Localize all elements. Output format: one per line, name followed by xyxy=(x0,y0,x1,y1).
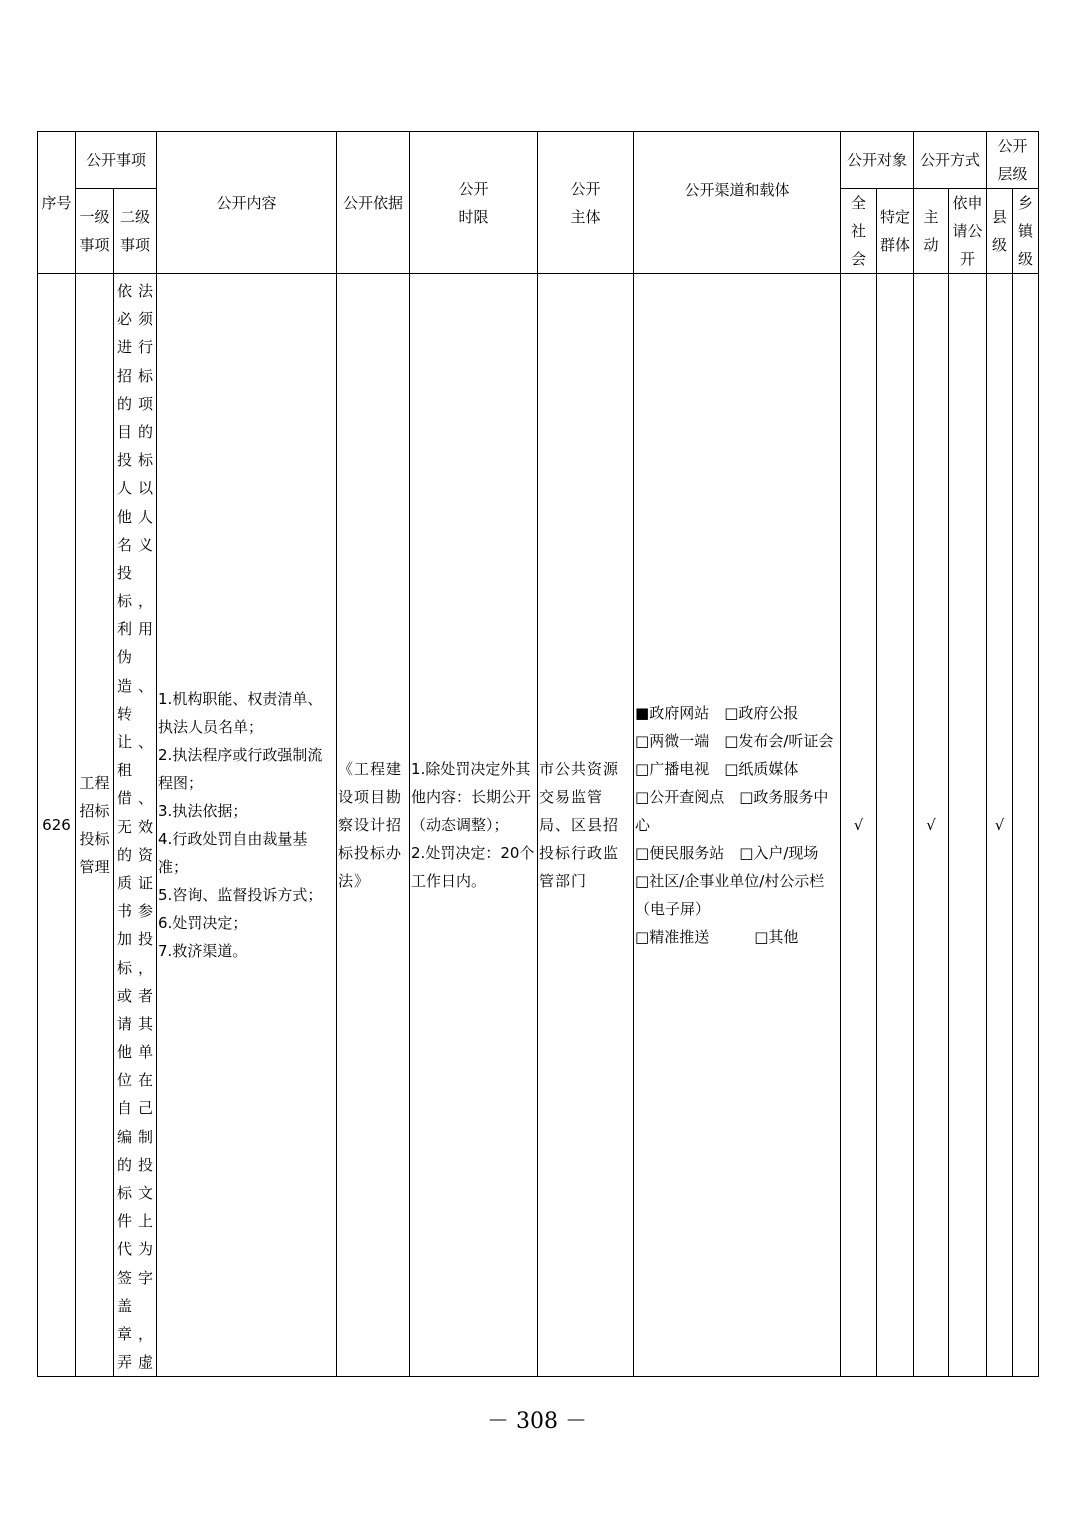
header-subject: 公开主体 xyxy=(538,132,634,274)
level2-char xyxy=(135,756,156,784)
level2-char: 弄 xyxy=(116,1353,132,1372)
level2-char: 章 xyxy=(116,1324,132,1343)
level2-char: 的 xyxy=(116,394,132,413)
level2-char: 己 xyxy=(137,1099,153,1118)
header-seq: 序号 xyxy=(38,132,76,274)
level2-char: 转 xyxy=(116,704,132,723)
row-method-active: √ xyxy=(914,274,949,1377)
level2-char: 投 xyxy=(116,451,132,470)
level2-char: 的 xyxy=(116,845,132,864)
level2-char: 利 xyxy=(116,620,132,639)
level2-char: 为 xyxy=(137,1240,153,1259)
level2-char: 或 xyxy=(116,986,132,1005)
level2-char: 上 xyxy=(137,1212,153,1231)
level2-char: 在 xyxy=(137,1071,153,1090)
row-time-limit xyxy=(410,274,538,1377)
level2-char: 造 xyxy=(116,676,132,695)
level2-char: 位 xyxy=(116,1071,132,1090)
level2-char: 编 xyxy=(116,1127,132,1146)
level2-char: 人 xyxy=(137,507,153,526)
level2-char: 、 xyxy=(137,789,153,808)
level2-char: 他 xyxy=(116,1043,132,1062)
row-channel xyxy=(634,274,841,1377)
level2-char: 行 xyxy=(137,338,153,357)
header-content: 公开内容 xyxy=(157,132,337,274)
level2-char xyxy=(135,1292,156,1320)
level2-left-column xyxy=(114,277,135,1376)
level2-char: 签 xyxy=(116,1268,132,1287)
level2-char xyxy=(135,643,156,671)
header-basis: 公开依据 xyxy=(337,132,410,274)
header-level-county: 县级 xyxy=(987,189,1013,274)
row-level-county: √ xyxy=(987,274,1013,1377)
row-level2 xyxy=(114,274,157,1377)
level2-char: 用 xyxy=(137,620,153,639)
row-content xyxy=(157,274,337,1377)
channel-item: □社区/企事业单位/村公示栏（电子屏） xyxy=(635,872,825,919)
level2-char: 依 xyxy=(116,282,132,300)
level2-char: 书 xyxy=(116,902,132,921)
level2-char: 盖 xyxy=(116,1296,132,1315)
content-item: 6.处罚决定； xyxy=(158,914,248,933)
level2-char: 自 xyxy=(116,1099,132,1118)
level2-char: 让 xyxy=(116,733,132,751)
level2-char: 投 xyxy=(137,1155,153,1174)
disclosure-table xyxy=(37,131,1039,1377)
level2-char: 件 xyxy=(116,1212,132,1231)
level2-char: 必 xyxy=(116,310,132,329)
level2-char: 标 xyxy=(137,366,153,385)
row-subject: 市公共资源交易监管局、区县招投标行政监管部门 xyxy=(538,274,634,1377)
level2-char: 义 xyxy=(137,535,153,554)
level2-char: 代 xyxy=(116,1240,132,1259)
level2-char: 标 xyxy=(116,958,132,977)
level2-char: 的 xyxy=(137,422,153,441)
level2-char: 项 xyxy=(137,394,153,413)
row-level1: 工程招标投标管理 xyxy=(76,274,114,1377)
header-method-apply: 依申请公开 xyxy=(949,189,987,274)
channel-item: □广播电视 □纸质媒体 xyxy=(635,760,799,779)
content-item: 1.机构职能、权责清单、执法人员名单； xyxy=(158,690,323,737)
channel-list xyxy=(635,699,839,951)
level2-char: 参 xyxy=(137,902,153,921)
level2-char: 文 xyxy=(137,1184,153,1202)
level2-char: 效 xyxy=(137,817,153,836)
level2-char: 字 xyxy=(137,1268,153,1287)
time-limit-list xyxy=(411,755,536,895)
header-channel: 公开渠道和载体 xyxy=(634,132,841,274)
content-item: 7.救济渠道。 xyxy=(158,942,248,961)
level2-char: 质 xyxy=(116,873,132,892)
level2-char: 目 xyxy=(116,422,132,441)
level2-char: 、 xyxy=(137,676,153,695)
header-item: 公开事项 xyxy=(76,132,157,189)
header-level1: 一级事项 xyxy=(76,189,114,274)
header-level-town: 乡镇级 xyxy=(1013,189,1039,274)
channel-item: □公开查阅点 □政务服务中心 xyxy=(635,788,829,835)
level2-char: 标 xyxy=(137,451,153,470)
channel-item: □精准推送 □其他 xyxy=(635,928,799,947)
row-audience-specific xyxy=(877,274,914,1377)
level2-char: 借 xyxy=(116,789,132,808)
content-list xyxy=(158,685,335,965)
level2-char: 标 xyxy=(116,1184,132,1202)
level2-char: ， xyxy=(137,1324,153,1343)
level2-char: 制 xyxy=(137,1127,153,1146)
level2-char: 名 xyxy=(116,535,132,554)
level2-right-column xyxy=(135,277,156,1376)
header-method: 公开方式 xyxy=(914,132,987,189)
level2-char: 其 xyxy=(137,1014,153,1033)
level2-char: 请 xyxy=(116,1014,132,1033)
content-item: 2.执法程序或行政强制流程图； xyxy=(158,746,323,793)
level2-char: 他 xyxy=(116,507,132,526)
row-method-apply xyxy=(949,274,987,1377)
level2-char: 伪 xyxy=(116,648,132,667)
level2-char: 租 xyxy=(116,761,132,780)
level2-char: 须 xyxy=(137,310,153,329)
header-method-active: 主动 xyxy=(914,189,949,274)
time-limit-item: 1.除处罚决定外其他内容：长期公开（动态调整）； xyxy=(411,760,532,835)
row-seq: 626 xyxy=(38,274,76,1377)
level2-char: 证 xyxy=(137,873,153,892)
header-level2: 二级事项 xyxy=(114,189,157,274)
page-number: － 308 － xyxy=(487,1409,587,1434)
level2-char xyxy=(135,700,156,728)
level2-char: 人 xyxy=(116,479,132,498)
level2-char: 、 xyxy=(137,733,153,751)
level2-char: 资 xyxy=(137,845,153,864)
level2-char: ， xyxy=(137,592,153,611)
level2-char: 投 xyxy=(137,930,153,949)
level2-char: ， xyxy=(137,958,153,977)
level2-char: 进 xyxy=(116,338,132,357)
level2-char: 虚 xyxy=(137,1353,153,1372)
header-audience: 公开对象 xyxy=(841,132,914,189)
level2-char: 者 xyxy=(137,986,153,1005)
level2-char: 以 xyxy=(137,479,153,498)
content-item: 3.执法依据； xyxy=(158,802,248,821)
time-limit-item: 2.处罚决定：20个工作日内。 xyxy=(411,844,535,891)
channel-item: ■政府网站 □政府公报 xyxy=(635,704,799,723)
level2-char: 标 xyxy=(116,592,132,611)
content-item: 5.咨询、监督投诉方式； xyxy=(158,886,323,905)
header-level: 公开层级 xyxy=(987,132,1039,189)
level2-char: 无 xyxy=(116,817,132,836)
level2-char: 的 xyxy=(116,1155,132,1174)
level2-char xyxy=(135,559,156,587)
channel-item: □两微一端 □发布会/听证会 xyxy=(635,732,834,751)
row-basis: 《工程建设项目勘察设计招标投标办法》 xyxy=(337,274,410,1377)
row-audience-all: √ xyxy=(841,274,877,1377)
header-audience-specific: 特定群体 xyxy=(877,189,914,274)
level2-char: 单 xyxy=(137,1043,153,1062)
row-level-town xyxy=(1013,274,1039,1377)
level2-char: 投 xyxy=(116,563,132,582)
content-item: 4.行政处罚自由裁量基准； xyxy=(158,830,308,877)
level2-char: 加 xyxy=(116,930,132,949)
header-audience-all: 全社会 xyxy=(841,189,877,274)
level2-char: 法 xyxy=(137,282,153,300)
level2-char: 招 xyxy=(116,366,132,385)
header-time-limit: 公开时限 xyxy=(410,132,538,274)
channel-item: □便民服务站 □入户/现场 xyxy=(635,844,819,863)
